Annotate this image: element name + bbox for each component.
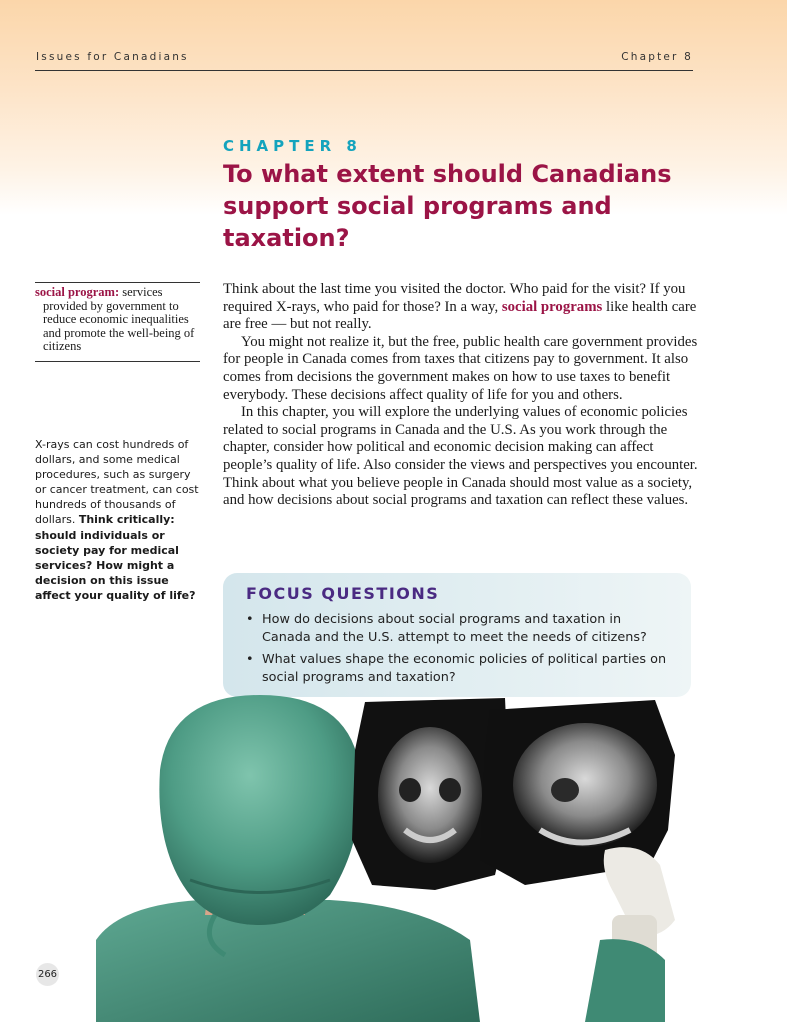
focus-questions-list xyxy=(246,611,671,687)
focus-question-text: How do decisions about social programs and taxation in Canada and the U.S. attempt to meet the needs of citizens? xyxy=(262,612,647,645)
doctor-xray-photo xyxy=(0,690,787,1022)
caption-text: X-rays can cost hundreds of dollars, and some medical procedures, such as surgery or cancer treatment, can cost hundreds of thousands of dollars. xyxy=(35,438,199,527)
chapter-label: CHAPTER 8 xyxy=(223,137,362,155)
glossary-definition: services provided by government to reduce economic inequalities and promote the well-being of citizens xyxy=(43,285,195,354)
skull-side-xray xyxy=(513,723,657,847)
body-text xyxy=(223,281,698,510)
paragraph-1-start: Think about the last time you visited the doctor. Who paid for the visit? If you required X-rays, who paid for those? In a way, xyxy=(223,281,686,315)
paragraph-1 xyxy=(223,281,698,334)
bullet-icon: • xyxy=(246,612,254,627)
paragraph-1-end: like health care are free — but not really. xyxy=(223,298,697,333)
caption-question: Think critically: should individuals or society pay for medical services? How might a decision on this issue affect your quality of life? xyxy=(35,513,196,602)
photo-caption xyxy=(35,437,203,603)
page-number: 266 xyxy=(36,963,59,986)
paragraph-3: In this chapter, you will explore the underlying values of economic policies related to social programs in Canada and the U.S. As you work through the chapter, consider how political and economic decision making can affect people’s quality of life. Also consider the views and perspectives you encounter. Think about what you believe people in Canada should most value as a society, and how decisions about social programs and taxation can reflect these values. xyxy=(223,404,698,509)
focus-questions-box xyxy=(223,573,691,697)
chapter-running-label: Chapter 8 xyxy=(621,51,693,63)
key-term-social-programs: social programs xyxy=(501,298,603,315)
glossary-term: social program: xyxy=(35,285,120,299)
bullet-icon: • xyxy=(246,652,254,667)
book-title: Issues for Canadians xyxy=(36,51,189,63)
focus-question-item xyxy=(246,611,671,647)
focus-questions-title: FOCUS QUESTIONS xyxy=(246,584,440,603)
chapter-title: To what extent should Canadians support social programs and taxation? xyxy=(223,160,672,252)
running-head xyxy=(35,50,693,71)
sleeve-shape xyxy=(585,939,665,1022)
paragraph-2: You might not realize it, but the free, public health care government provides for people in Canada comes from taxes that citizens pay to government. It also comes from decisions the government makes on how to use taxes to benefit everybody. These decisions affect quality of life for you and others. xyxy=(223,333,698,403)
focus-question-text: What values shape the economic policies of political parties on social programs and taxation? xyxy=(262,652,667,685)
glossary-box xyxy=(35,282,200,362)
focus-question-item xyxy=(246,651,671,687)
surgical-cap-shape xyxy=(159,695,360,925)
